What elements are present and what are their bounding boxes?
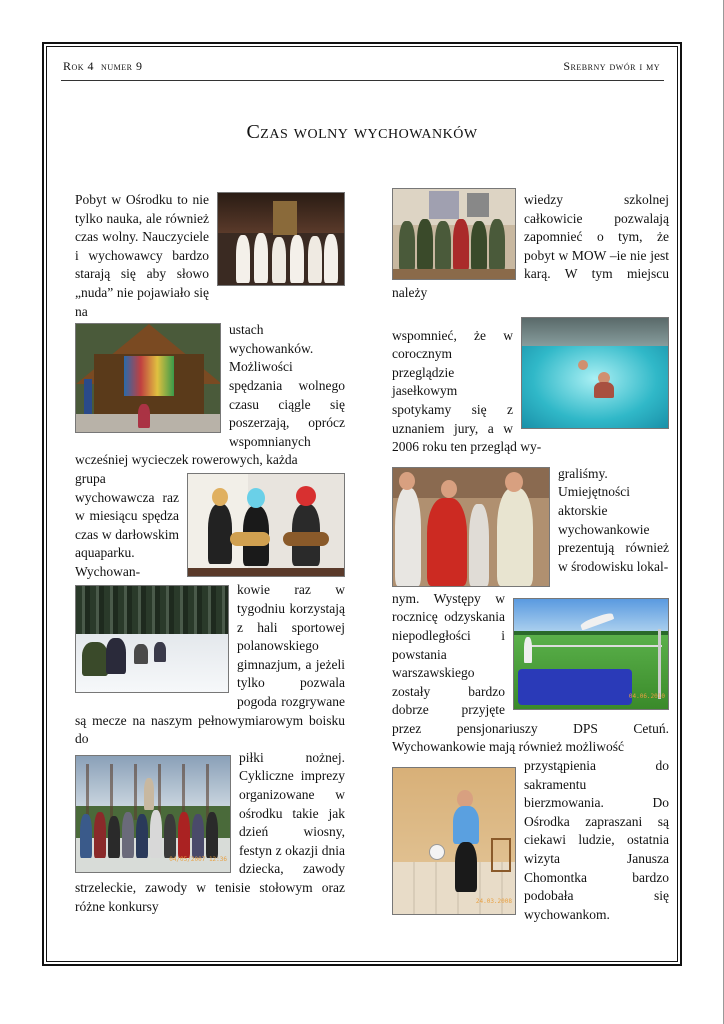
aquapark-pool-photo [521, 317, 669, 429]
left-paragraph-2: ustach wychowanków. Możliwości spędzania wolnego czasu ciągle się poszerzają, oprócz wspomnianych wcześniej wycieczek rowerowych, każda [75, 322, 345, 468]
group-outdoor-photo [75, 755, 231, 873]
left-paragraph-4: kowie raz w tygodniu korzystają z hali sportowej polanowskiego gimnazjum, a jeżeli tylko pozwala pogoda rozgrywane są mecze na naszym pełnowymiarowym boisku do [75, 582, 345, 747]
left-paragraph-1: Pobyt w Ośrodku to nie tylko nauka, ale również czas wolny. Nauczyciele i wychowawcy bardzo starają się aby słowo „nuda” nie pojawiało się na [75, 192, 209, 319]
right-paragraph-3: graliśmy. Umiejętności aktorskie wychowankowie prezentują również w środowisku lokal- [558, 465, 669, 574]
football-trick-photo [392, 767, 516, 915]
uniformed-group-photo [392, 188, 516, 280]
church-choir-photo [217, 192, 345, 286]
right-paragraph-1: wiedzy szkolnej całkowicie pozwalają zapomnieć o tym, że pobyt w MOW –ie nie jest karą. W tym miejscu należy [392, 192, 669, 300]
right-column [392, 191, 669, 924]
issue-number: Rok 4 numer 9 [63, 59, 143, 73]
right-paragraph-2: wspomnieć, że w corocznym przeglądzie jasełkowym spotykamy się z uznaniem jury, a w 2006 roku ten przegląd wy- [392, 327, 542, 455]
header-rule [61, 80, 664, 81]
left-paragraph-5: piłki nożnej. Cykliczne imprezy organizowane w ośrodku takie jak dzień wiosny, festyn z okazji dnia dziecka, zawody strzeleckie, zawody w tenisie stołowym oraz różne konkursy [75, 749, 345, 914]
article-title: Czas wolny wychowanków [246, 121, 478, 143]
left-column [75, 191, 345, 916]
publication-name: Srebrny dwór i my [563, 59, 660, 73]
left-paragraph-3: grupa wychowawcza raz w miesiącu spędza czas w darłowskim aquaparku. Wychowan- [75, 470, 179, 579]
guitar-concert-photo [187, 473, 345, 577]
confirmation-mass-photo [392, 467, 550, 587]
photo-date-stamp: 04/05/2007 12:36 [169, 856, 227, 864]
right-paragraph-5: przystąpienia do sakramentu bierzmowania. Do Ośrodka zapraszani są ciekawi ludzie, ostatnia wizyta Janusza Chomontka bardzo podobała się wychowankom. [524, 758, 669, 922]
photo-date-stamp: 24.03.2008 [475, 898, 512, 906]
winter-forest-photo [75, 585, 229, 693]
wooden-shrine-photo [75, 323, 221, 433]
high-jump-photo [513, 598, 669, 710]
photo-date-stamp: 04.06.2010 [628, 693, 665, 701]
right-paragraph-4: nym. Występy w rocznicę odzyskania niepodległości i powstania warszawskiego zostały bardzo dobrze przyjęte przez pensjonariuszy DPS Cetuń. Wychowankowie mają również możliwość [392, 590, 669, 755]
